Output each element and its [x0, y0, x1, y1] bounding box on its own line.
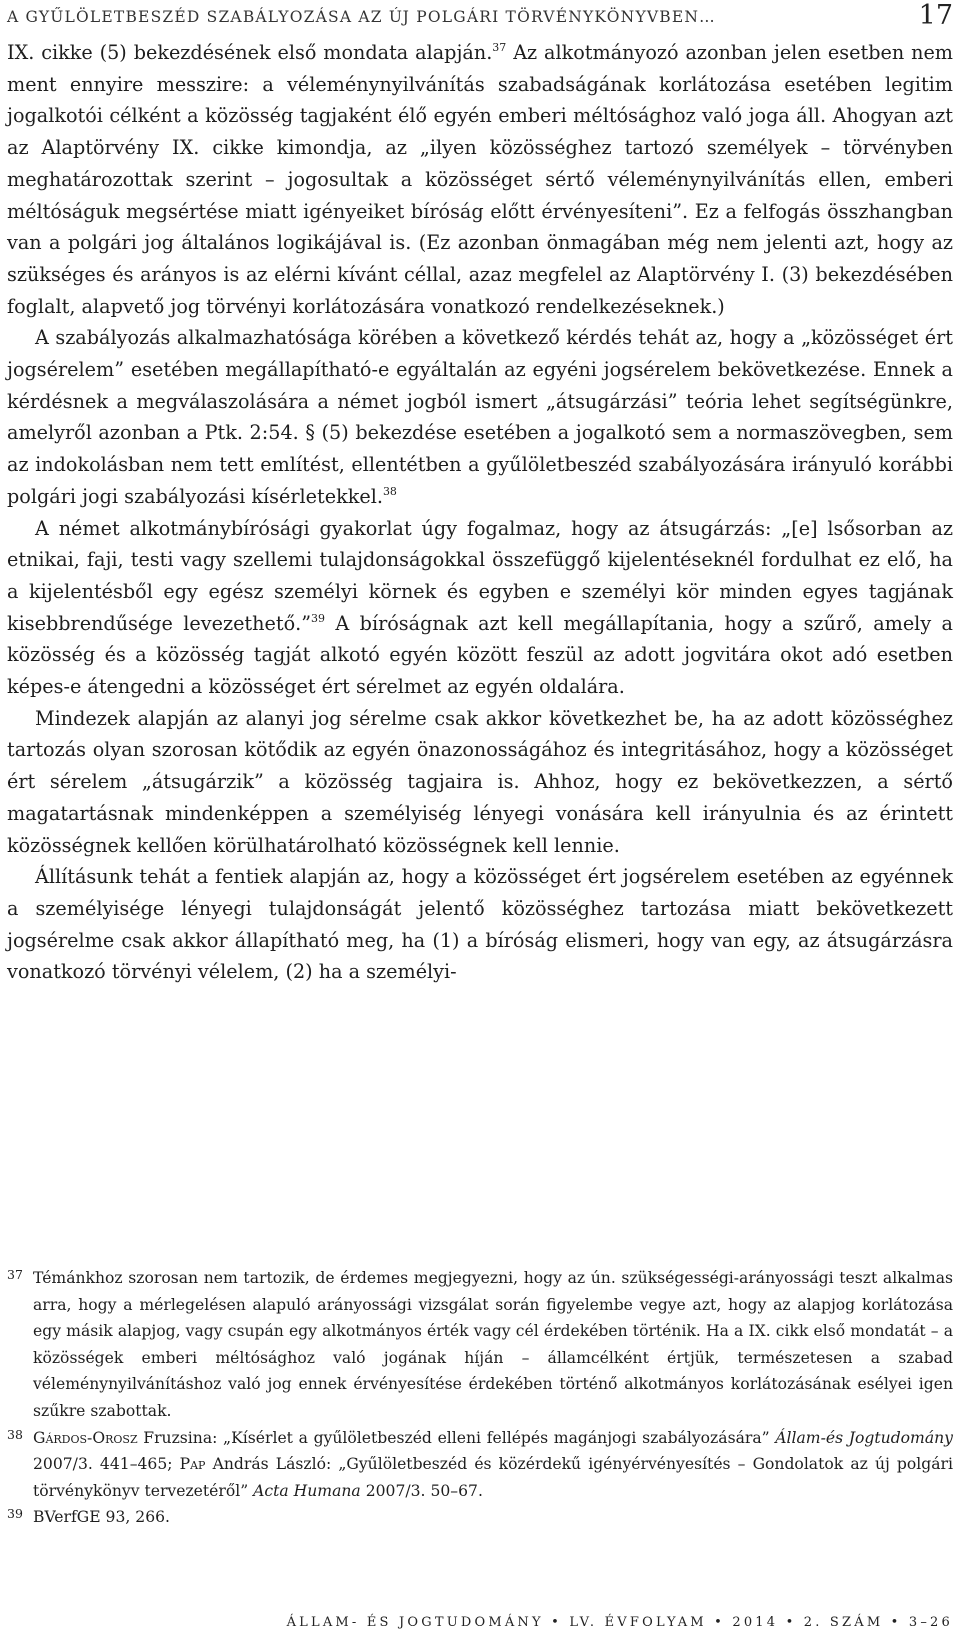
paragraph-text: Az alkotmányozó azonban jelen esetben nem ment ennyire messzire: a véleménynyilvánítás szabadságának korlátozása esetében legitim jogalkotói célként a közösség tagjaként élő egyén emberi méltósághoz való joga áll. Ahogyan azt az Alaptörvény IX. cikke kimondja, az „ilyen közösséghez tartozó személyek – törvényben meghatározottak szerint – jogosultak a közösséget sértő véleménynyilvánítás ellen, emberi méltóságuk megsértése miatt igényeiket bíróság előtt érvényesíteni”. Ez a felfogás összhangban van a polgári jog általános logikájával is. (Ez azonban önmagában még nem jelenti azt, hogy az szükséges és arányos is az elérni kívánt céllal, azaz megfelel az Alaptörvény I. (3) bekezdésében foglalt, alapvető jog törvényi korlátozására vonatkozó rendelkezéseknek.): [7, 41, 953, 318]
footnote-ref-39[interactable]: 39: [311, 611, 326, 625]
journal-title: Acta Humana: [253, 1481, 361, 1500]
footnote-ref-38[interactable]: 38: [382, 484, 397, 498]
footnote-ref-37[interactable]: 37: [492, 41, 507, 54]
footnote-text: Fruzsina: „Kísérlet a gyűlöletbeszéd elleni fellépés magánjogi szabályozására”: [137, 1428, 776, 1447]
footnote-number: 38: [7, 1426, 23, 1442]
paragraph: Állításunk tehát a fentiek alapján az, hogy a közösséget ért jogsérelem esetében az egyénnek a személyisége lényegi tulajdonságát jelentő közösséghez tartozása miatt bekövetkezett jogsérelme csak akkor állapítható meg, ha (1) a bíróság elismeri, hogy van egy, az átsugárzásra vonatkozó törvényi vélelem, (2) ha a személyi-: [7, 865, 953, 984]
paragraph: [7, 322, 953, 512]
paragraph-text: A német alkotmánybírósági gyakorlat úgy fogalmaz, hogy az átsugárzás: „[e] lsősorban az etnikai, faji, testi vagy szellemi tulajdonságokkal összefüggő kijelentéseknél fordulhat ez elő, ha a kijelentésből egy egész személyi körnek és egyben e személyi kör minden egyes tagjának kisebbrendűsége levezethető.”: [7, 516, 953, 635]
footnote-text: András László: „Gyűlöletbeszéd és közérdekű igényérvényesítés – Gondolatok az új polgári törvénykönyv tervezetéről”: [33, 1455, 954, 1500]
footnote-author: Gárdos-Orosz: [33, 1428, 138, 1447]
journal-title: Állam-és Jogtudomány: [775, 1428, 953, 1447]
footnote-38: [7, 1425, 953, 1505]
paragraph-text: A szabályozás alkalmazhatósága körében a következő kérdés tehát az, hogy a „közösséget ért jogsérelem” esetében megállapítható-e egyáltalán az egyéni jogsérelem bekövetkezése. Ennek a kérdésnek a megválaszolására a német jogból ismert „átsugárzási” teória lehet segítségünkre, amelyről azonban a Ptk. 2:54. § (5) bekezdése esetében a jogalkotó sem a normaszövegben, sem az indokolásban nem tett említést, ellentétben a gyűlöletbeszéd szabályozására irányuló korábbi polgári jogi szabályozási kísérletekkel.: [7, 326, 953, 508]
paragraph-text: IX. cikke (5) bekezdésének első mondata alapján.: [7, 41, 493, 64]
footnote-text: 2007/3. 441–465;: [33, 1455, 180, 1474]
footnotes: [7, 1265, 953, 1531]
paragraph-text: A bíróságnak azt kell megállapítania, hogy a szűrő, amely a közösség és a közösség tagját alkotó egyén között feszül az adott jogvitára okot adó esetben képes-e átengedni a közösséget ért sérelmet az egyén oldalára.: [7, 611, 953, 699]
paragraph: [7, 513, 953, 703]
footnote-39: [7, 1504, 953, 1531]
footnote-text: Témánkhoz szorosan nem tartozik, de érdemes megjegyezni, hogy az ún. szükségességi-arányossági teszt alkalmas arra, hogy a mérlegelésen alapuló arányossági vizsgálat során figyelembe vegye azt, hogy az alapjog korlátozása egy másik alapjog, vagy csupán egy alkotmányos érték vagy cél érdekében történik. Ha a IX. cikk első mondatát – a közösségek emberi méltósághoz való jogának híján – államcélként értjük, természetesen a szabad véleménynyilvánításhoz való jog ennek érvényesítése érdekében történő alkotmányos korlátozásának esélyei igen szűkre szabottak.: [33, 1269, 953, 1420]
footnote-author: Pap: [179, 1455, 206, 1474]
page-number: 17: [918, 0, 953, 31]
paragraph: Mindezek alapján az alanyi jog sérelme csak akkor következhet be, ha az adott közösséghez tartozás olyan szorosan kötődik az egyén önazonosságához és integritásához, hogy a közösséget ért sérelem „átsugárzik” a közösség tagjaira is. Ahhoz, hogy ez bekövetkezzen, a sértő magatartásnak mindenképpen a személyiség lényegi vonására kell irányulnia és az érintett közösségnek kellően körülhatárolható közösségnek kell lennie.: [7, 706, 953, 857]
footnote-text: BVerfGE 93, 266.: [33, 1508, 171, 1527]
running-head: [7, 2, 953, 30]
footnote-37: [7, 1265, 953, 1425]
paragraph: [7, 37, 953, 322]
running-head-title: A GYŰLÖLETBESZÉD SZABÁLYOZÁSA AZ ÚJ POLGÁRI TÖRVÉNYKÖNYVBEN…: [7, 8, 716, 26]
document-page: [7, 0, 953, 1633]
footnote-number: 39: [7, 1506, 23, 1522]
body-text: [7, 37, 953, 988]
page-footer: ÁLLAM- ÉS JOGTUDOMÁNY • LV. ÉVFOLYAM • 2014 • 2. SZÁM • 3–26: [286, 1615, 953, 1630]
footnote-text: 2007/3. 50–67.: [360, 1481, 483, 1500]
footnote-number: 37: [7, 1267, 23, 1282]
